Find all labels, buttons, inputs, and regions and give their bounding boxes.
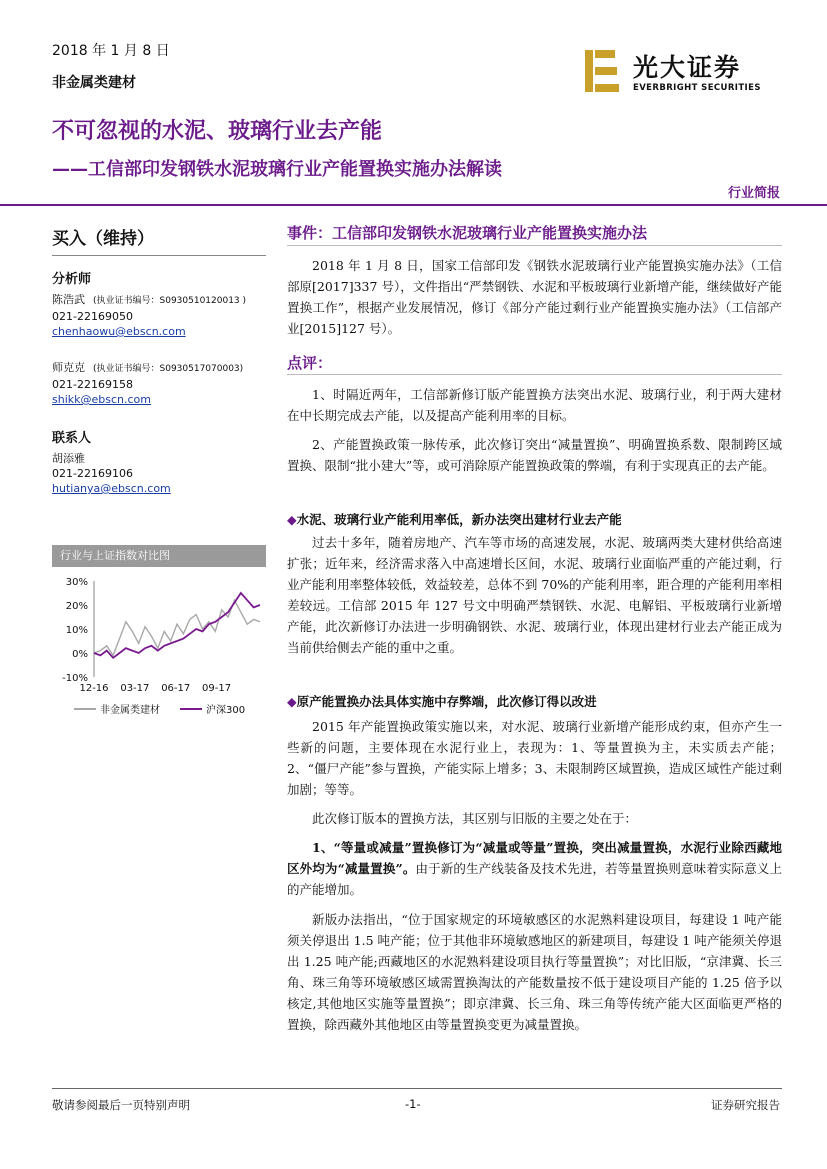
diamond-bullet-icon: ◆ (287, 512, 297, 527)
event-divider (287, 245, 782, 246)
subheading-2 (287, 692, 597, 710)
subheading-1 (287, 510, 622, 528)
comment-divider (287, 374, 782, 375)
diamond-bullet-icon: ◆ (287, 694, 297, 709)
footer-report-label: 证券研究报告 (711, 1098, 780, 1112)
event-heading: 事件：工信部印发钢铁水泥玻璃行业产能置换实施办法 (287, 224, 648, 242)
analyst-name: 师克克 (52, 361, 85, 374)
point-1-paragraph (287, 837, 782, 900)
legend-label: 沪深300 (206, 705, 246, 716)
analyst-phone: 021-22169050 (52, 310, 133, 323)
sector-label: 非金属类建材 (52, 75, 136, 91)
contact-block (52, 451, 277, 496)
x-tick-label: 12-16 (79, 683, 109, 694)
analyst-block (52, 360, 277, 407)
y-tick-label: 30% (65, 577, 88, 588)
header-divider (0, 204, 827, 206)
analyst-email-link[interactable]: chenhaowu@ebscn.com (52, 325, 186, 338)
comparison-chart (52, 545, 266, 725)
page-number: -1- (405, 1097, 421, 1111)
series-line-building-materials (94, 600, 260, 655)
logo-mark-icon (583, 48, 623, 94)
subsection-2-intro: 此次修订版本的置换方法，其区别与旧版的主要之处在于： (312, 811, 638, 826)
y-tick-label: 20% (65, 601, 88, 612)
subsection-2-paragraph: 2015 年产能置换政策实施以来，对水泥、玻璃行业新增产能形成约束，但亦产生一些新的问题，主要体现在水泥行业上，表现为：1、等量置换为主，未实质去产能；2、“僵尸产能”参与置换，产能实际上增多；3、未限制跨区域置换，造成区域性产能过剩加剧；等等。 (287, 719, 782, 797)
report-subtitle: ——工信部印发钢铁水泥玻璃行业产能置换实施办法解读 (52, 159, 502, 180)
brand-logo (583, 48, 783, 98)
report-title: 不可忽视的水泥、玻璃行业去产能 (52, 119, 383, 144)
point-1-bold: 1、“等量或减量”置换修订为“减量或等量”置换，突出减量置换，水泥行业除西藏地区外均为“减量置换”。 (287, 840, 782, 876)
sidebar-divider (52, 255, 266, 256)
comment-heading: 点评： (287, 354, 333, 372)
rating: 买入（维持） (52, 229, 154, 249)
legend-label: 非金属类建材 (100, 705, 160, 716)
analyst-name: 陈浩武 (52, 293, 85, 306)
logo-english-text: EVERBRIGHT SECURITIES (633, 83, 761, 93)
subsection-1-paragraph: 过去十多年，随着房地产、汽车等市场的高速发展，水泥、玻璃两类大建材供给高速扩张；近年来，经济需求落入中高速增长区间，水泥、玻璃行业面临严重的产能过剩，行业产能利用率整体较低，效益较差，总体不到 70%的产能利用率，距合理的产能利用率相差较远。工信部 2015 年 127 号文中明确严禁钢铁、水泥、电解铝、平板玻璃行业新增产能，此次新修订办法进一步明确钢铁、水泥、玻璃行业，体现出建材行业去产能正成为当前供给侧去产能的重中之重。 (287, 535, 782, 655)
analyst-heading: 分析师 (52, 272, 92, 287)
footer-disclaimer: 敬请参阅最后一页特别声明 (52, 1098, 190, 1112)
logo-chinese-text: 光大证券 (633, 53, 742, 82)
chart-title: 行业与上证指数对比图 (52, 545, 266, 567)
analyst-block (52, 292, 277, 339)
footer-divider (52, 1088, 782, 1089)
comment-paragraph-1: 1、时隔近两年，工信部新修订版产能置换方法突出水泥、玻璃行业，利于两大建材在中长期完成去产能，以及提高产能利用率的目标。 (287, 387, 782, 423)
contact-email-link[interactable]: hutianya@ebscn.com (52, 482, 171, 495)
report-date: 2018 年 1 月 8 日 (52, 43, 170, 59)
analyst-email-link[interactable]: shikk@ebscn.com (52, 393, 151, 406)
x-tick-label: 06-17 (161, 683, 191, 694)
y-tick-label: -10% (62, 673, 88, 684)
comment-paragraph-2: 2、产能置换政策一脉传承，此次修订突出“减量置换”、明确置换系数、限制跨区域置换、限制“批小建大”等，或可消除原产能置换政策的弊端，有利于实现真正的去产能。 (287, 437, 782, 473)
event-paragraph: 2018 年 1 月 8 日，国家工信部印发《钢铁水泥玻璃行业产能置换实施办法》（工信部原[2017]337 号），文件指出“严禁钢铁、水泥和平板玻璃行业新增产能，继续做好产能置换工作”，根据产业发展情况，修订《部分产能过剩行业产能置换实施办法》（工信部产业[2015]127 号）。 (287, 258, 782, 336)
y-tick-label: 0% (72, 649, 88, 660)
analyst-cert: (执业证书编号：S0930510120013 ) (93, 296, 247, 306)
contact-heading: 联系人 (52, 431, 92, 446)
x-tick-label: 03-17 (120, 683, 150, 694)
x-tick-label: 09-17 (202, 683, 232, 694)
y-tick-label: 10% (65, 625, 88, 636)
analyst-phone: 021-22169158 (52, 378, 133, 391)
subheading-2-text: 原产能置换办法具体实施中存弊端，此次修订得以改进 (296, 694, 597, 709)
analyst-cert: (执业证书编号：S0930517070003) (93, 364, 244, 374)
subheading-1-text: 水泥、玻璃行业产能利用率低，新办法突出建材行业去产能 (296, 512, 622, 527)
chart-plot (52, 567, 266, 725)
contact-phone: 021-22169106 (52, 467, 133, 480)
contact-name: 胡添雅 (52, 452, 85, 465)
point-1-rest: 由于新的生产线装备及技术先进，若等量置换则意味着实际意义上的产能增加。 (287, 861, 782, 897)
report-type-label: 行业简报 (727, 186, 780, 201)
point-1-detail: 新版办法指出，“位于国家规定的环境敏感区的水泥熟料建设项目，每建设 1 吨产能须关停退出 1.5 吨产能；位于其他非环境敏感地区的新建项目，每建设 1 吨产能须关停退出 1.25 吨产能;西藏地区的水泥熟料建设项目执行等量置换”；对比旧版，“京津冀、长三角、珠三角等环境敏感区域需置换淘汰的产能数量按不低于建设项目产能的 1.25 倍予以核定,其他地区实施等量置换”；即京津冀、长三角、珠三角等传统产能大区面临更严格的置换，除西藏外其他地区由等量置换变更为减量置换。 (287, 912, 782, 1032)
